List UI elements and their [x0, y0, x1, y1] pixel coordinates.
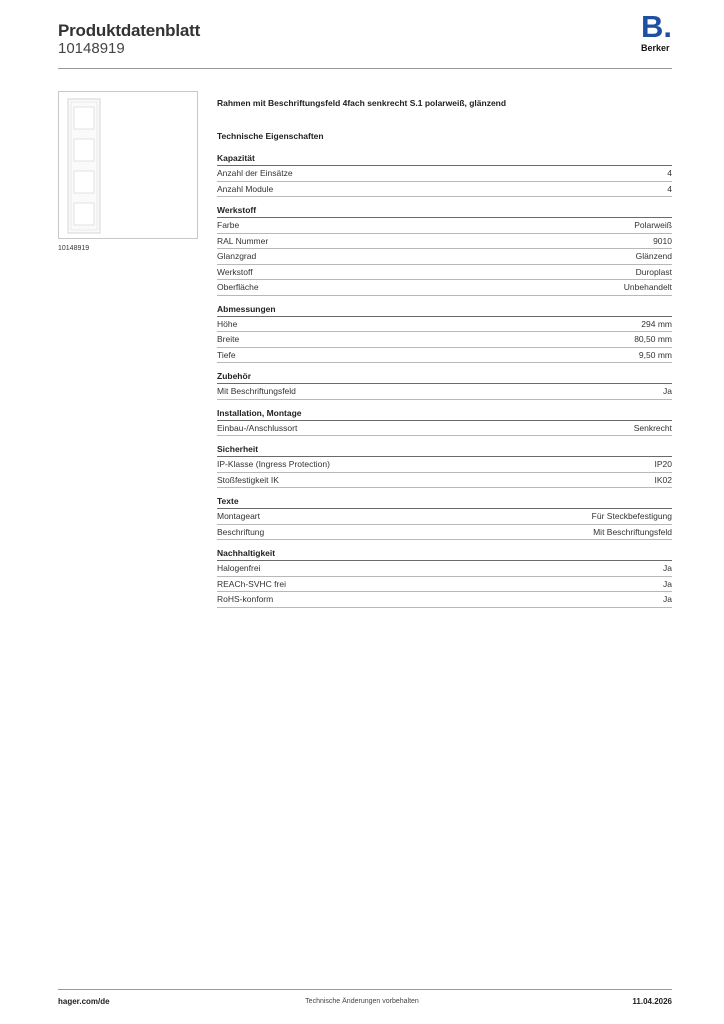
property-row [217, 348, 672, 364]
property-label: Einbau-/Anschlussort [217, 422, 298, 433]
property-value: Ja [663, 386, 672, 396]
property-row [217, 384, 672, 400]
group-title: Nachhaltigkeit [217, 546, 672, 561]
property-row [217, 592, 672, 608]
footer-website: hager.com/de [58, 997, 110, 1006]
property-group [217, 203, 672, 296]
property-row [217, 182, 672, 198]
product-description: Rahmen mit Beschriftungsfeld 4fach senkrecht S.1 polarweiß, glänzend [217, 98, 507, 108]
property-label: Anzahl der Einsätze [217, 168, 293, 178]
property-row [217, 249, 672, 265]
product-number: 10148919 [58, 40, 125, 57]
property-row [217, 234, 672, 250]
property-value: IP20 [654, 459, 672, 469]
property-value: Für Steckbefestigung [591, 511, 672, 521]
property-label: Montageart [217, 511, 260, 521]
property-label: Höhe [217, 318, 238, 329]
property-value: 4 [667, 168, 672, 178]
header-divider [58, 68, 672, 69]
property-group [217, 302, 672, 364]
property-label: Werkstoff [217, 266, 253, 277]
property-row [217, 473, 672, 489]
group-title: Zubehör [217, 369, 672, 384]
group-title: Abmessungen [217, 302, 672, 317]
property-label: Tiefe [217, 349, 236, 360]
property-row [217, 525, 672, 541]
property-group [217, 442, 672, 488]
property-row [217, 317, 672, 333]
property-row [217, 218, 672, 234]
property-label: Oberfläche [217, 282, 259, 292]
property-value: 9010 [653, 235, 672, 246]
property-label: Anzahl Module [217, 183, 274, 194]
property-groups [217, 151, 672, 608]
property-group [217, 546, 672, 608]
property-value: Glänzend [635, 251, 672, 261]
property-row [217, 280, 672, 296]
property-label: Mit Beschriftungsfeld [217, 386, 296, 396]
berker-logo [641, 9, 675, 56]
footer-date: 11.04.2026 [632, 997, 672, 1006]
property-row [217, 332, 672, 348]
product-image [58, 91, 198, 239]
property-label: Glanzgrad [217, 251, 257, 261]
datasheet-content [217, 96, 672, 614]
property-label: REACh-SVHC frei [217, 578, 286, 589]
property-row [217, 577, 672, 593]
group-title: Sicherheit [217, 442, 672, 457]
property-label: Farbe [217, 220, 240, 230]
property-group [217, 151, 672, 197]
property-value: Duroplast [635, 266, 672, 277]
property-value: IK02 [654, 474, 672, 485]
image-caption: 10148919 [58, 245, 90, 252]
property-row [217, 265, 672, 281]
property-label: Breite [217, 334, 240, 344]
property-group [217, 369, 672, 400]
property-group [217, 494, 672, 540]
property-label: Stoßfestigkeit IK [217, 474, 279, 485]
property-label: RoHS-konform [217, 594, 274, 604]
document-title: Produktdatenblatt [58, 21, 201, 40]
property-label: Beschriftung [217, 526, 265, 537]
group-title: Texte [217, 494, 672, 509]
property-value: Ja [663, 594, 672, 604]
property-value: 4 [667, 183, 672, 194]
property-value: Mit Beschriftungsfeld [593, 526, 672, 537]
property-group [217, 406, 672, 437]
logo-text: Berker [641, 43, 670, 53]
frame-illustration [59, 92, 199, 240]
property-row [217, 561, 672, 577]
group-title: Werkstoff [217, 203, 672, 218]
property-row [217, 421, 672, 437]
property-row [217, 509, 672, 525]
logo-letter: B. [641, 9, 672, 44]
property-label: IP-Klasse (Ingress Protection) [217, 459, 330, 469]
property-value: Polarweiß [634, 220, 672, 230]
property-value: Ja [663, 578, 672, 589]
property-value: Unbehandelt [623, 282, 672, 292]
property-label: RAL Nummer [217, 235, 269, 246]
property-value: 9,50 mm [638, 349, 672, 360]
footer-notice: Technische Änderungen vorbehalten [305, 998, 419, 1005]
footer-divider [58, 989, 672, 990]
property-value: 294 mm [641, 318, 672, 329]
property-label: Halogenfrei [217, 563, 261, 573]
property-value: Senkrecht [633, 422, 672, 433]
group-title: Kapazität [217, 151, 672, 166]
technical-properties-heading: Technische Eigenschaften [217, 131, 324, 141]
property-value: Ja [663, 563, 672, 573]
property-value: 80,50 mm [634, 334, 672, 344]
property-row [217, 457, 672, 473]
property-row [217, 166, 672, 182]
group-title: Installation, Montage [217, 406, 672, 421]
